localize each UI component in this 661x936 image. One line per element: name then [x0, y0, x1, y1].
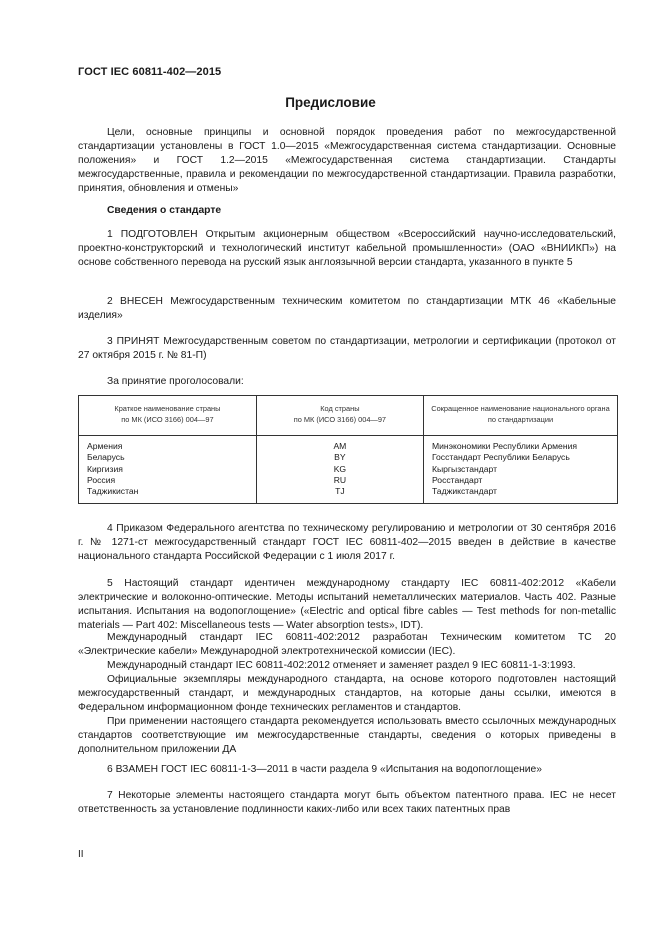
section-heading: Сведения о стандарте	[107, 205, 222, 216]
item-5-paragraph: 5 Настоящий стандарт идентичен международному стандарту IEC 60811-402:2012 «Кабели электрические и волоконно-оптические. Методы испытаний неметаллических материалов. Часть 402. Разные испытания. Испытания на водопоглощение» («Electric and optical fibre cables — Test methods for non-metallic materials — Part 402: Miscellaneous tests — Water absorption tests», IDT).	[78, 578, 616, 632]
item-6-paragraph: 6 ВЗАМЕН ГОСТ IEC 60811-1-3—2011 в части раздела 9 «Испытания на водопоглощение»	[107, 764, 542, 775]
table-header-code: Код страны по МК (ИСО 3166) 004—97	[256, 396, 423, 436]
standards-body: Кыргызстандарт	[431, 463, 498, 474]
item-1-paragraph: 1 ПОДГОТОВЛЕН Открытым акционерным обществом «Всероссийский научно-исследовательский, проектно-конструкторский и технологический институт кабельной промышленности» (ОАО «ВНИИКП») на основе собственного перевода на русский язык англоязычной версии стандарта, указанного в пункте 5	[78, 229, 616, 269]
country-name: Россия	[87, 474, 116, 485]
table-header-body: Сокращенное наименование национального органа по стандартизации	[423, 396, 617, 436]
table-header-country: Краткое наименование страны по МК (ИСО 3166) 004—97	[79, 396, 257, 436]
standards-body: Минэкономики Республики Армения	[431, 441, 578, 451]
standards-body: Таджикстандарт	[431, 486, 497, 497]
document-header-id: ГОСТ IEC 60811-402—2015	[78, 66, 222, 78]
standards-body: Госстандарт Республики Беларусь	[431, 452, 570, 463]
page-title: Предисловие	[285, 95, 376, 110]
standards-body: Росстандарт	[431, 474, 483, 485]
country-name: Таджикистан	[87, 486, 139, 497]
item-4-paragraph: 4 Приказом Федерального агентства по техническому регулированию и метрологии от 30 сентября 2016 г. № 1271-ст межгосударственный стандарт ГОСТ IEC 60811-402—2015 введен в действие в качестве национального стандарта Российской Федерации с 1 июля 2017 г.	[78, 523, 616, 563]
voting-table	[78, 395, 618, 504]
item-5-official-copies-paragraph: Официальные экземпляры международного стандарта, на основе которого подготовлен настоящий межгосударственный стандарт, и международных стандартов, на которые даны ссылки, имеются в Федеральном информационном фонде технических регламентов и стандартов.	[78, 674, 616, 714]
item-5-developer-paragraph: Международный стандарт IEC 60811-402:2012 разработан Техническим комитетом ТС 20 «Электрические кабели» Международной электротехнической комиссии (IEC).	[78, 632, 616, 658]
country-code: TJ	[335, 486, 345, 497]
country-name: Беларусь	[87, 452, 125, 463]
intro-paragraph: Цели, основные принципы и основной порядок проведения работ по межгосударственной стандартизации установлены в ГОСТ 1.0—2015 «Межгосударственная система стандартизации. Основные положения» и ГОСТ 1.2—2015 «Межгосударственная система стандартизации. Стандарты межгосударственные, правила и рекомендации по межгосударственной стандартизации. Правила разработки, принятия, обновления и отмены»	[78, 127, 616, 195]
country-code: RU	[333, 474, 347, 485]
country-code: KG	[333, 463, 347, 474]
item-5-replaces-paragraph: Международный стандарт IEC 60811-402:2012 отменяет и заменяет раздел 9 IEC 60811-1-3:1993.	[107, 660, 576, 671]
item-3-paragraph: 3 ПРИНЯТ Межгосударственным советом по стандартизации, метрологии и сертификации (протокол от 27 октября 2015 г. № 81-П)	[78, 336, 616, 362]
table-row	[79, 436, 618, 504]
item-2-paragraph: 2 ВНЕСЕН Межгосударственным техническим комитетом по стандартизации МТК 46 «Кабельные изделия»	[78, 296, 616, 322]
body-column	[423, 436, 617, 504]
country-code: BY	[334, 452, 346, 463]
page-number: II	[78, 849, 84, 860]
country-name: Армения	[87, 441, 123, 451]
country-column	[79, 436, 257, 504]
code-column	[256, 436, 423, 504]
item-7-paragraph: 7 Некоторые элементы настоящего стандарта могут быть объектом патентного права. IEC не несет ответственность за установление подлинности каких-либо или всех таких патентных прав	[78, 790, 616, 816]
country-code: AM	[333, 441, 347, 451]
item-5-application-paragraph: При применении настоящего стандарта рекомендуется использовать вместо ссылочных международных стандартов соответствующие им межгосударственные стандарты, сведения о которых приведены в дополнительном приложении ДА	[78, 716, 616, 756]
voted-label: За принятие проголосовали:	[107, 376, 244, 387]
country-name: Киргизия	[87, 463, 123, 474]
